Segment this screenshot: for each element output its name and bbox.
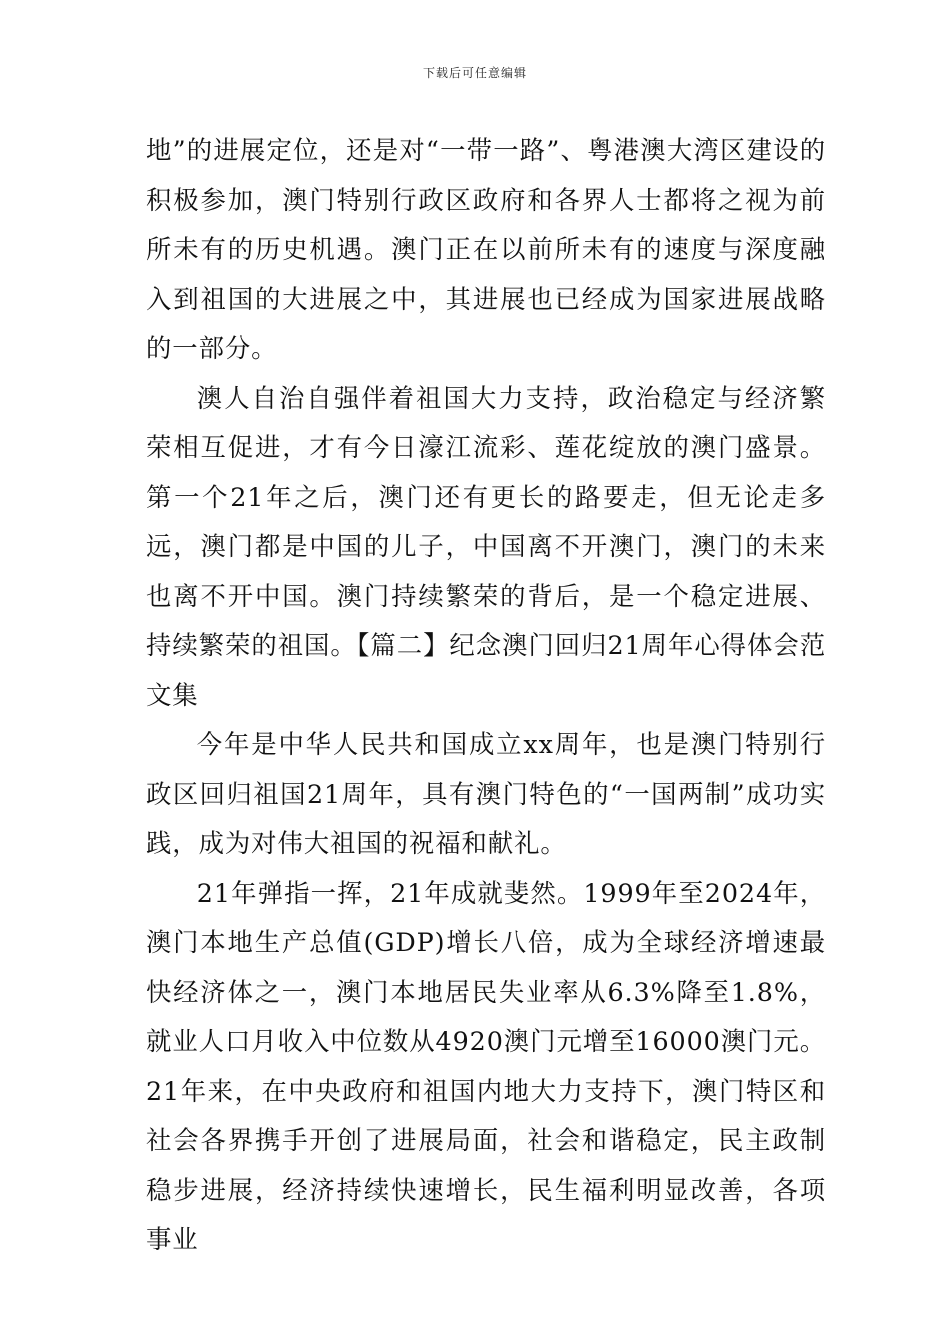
paragraph-4: 21年弹指一挥，21年成就斐然。1999年至2024年，澳门本地生产总值(GDP)增长八倍，成为全球经济增速最快经济体之一，澳门本地居民失业率从6.3%降至1.8%，就业人口月收入中位数从4920澳门元增至16000澳门元。21年来，在中央政府和祖国内地大力支持下，澳门特区和社会各界携手开创了进展局面，社会和谐稳定，民主政制稳步进展，经济持续快速增长，民生福利明显改善，各项事业 <box>146 877 826 1254</box>
paragraph-3: 今年是中华人民共和国成立xx周年，也是澳门特别行政区回归祖国21周年，具有澳门特色的“一国两制”成功实践，成为对伟大祖国的祝福和献礼。 <box>146 729 826 858</box>
document-body <box>146 126 826 1265</box>
paragraph-2: 澳人自治自强伴着祖国大力支持，政治稳定与经济繁荣相互促进，才有今日濠江流彩、莲花绽放的澳门盛景。第一个21年之后，澳门还有更长的路要走，但无论走多远，澳门都是中国的儿子，中国离不开澳门，澳门的未来也离不开中国。澳门持续繁荣的背后，是一个稳定进展、持续繁荣的祖国。【篇二】纪念澳门回归21周年心得体会范文集 <box>146 382 826 710</box>
page-header: 下载后可任意编辑 <box>422 66 527 80</box>
paragraph-1: 地”的进展定位，还是对“一带一路”、粤港澳大湾区建设的积极参加，澳门特别行政区政府和各界人士都将之视为前所未有的历史机遇。澳门正在以前所未有的速度与深度融入到祖国的大进展之中，其进展也已经成为国家进展战略的一部分。 <box>146 135 826 363</box>
